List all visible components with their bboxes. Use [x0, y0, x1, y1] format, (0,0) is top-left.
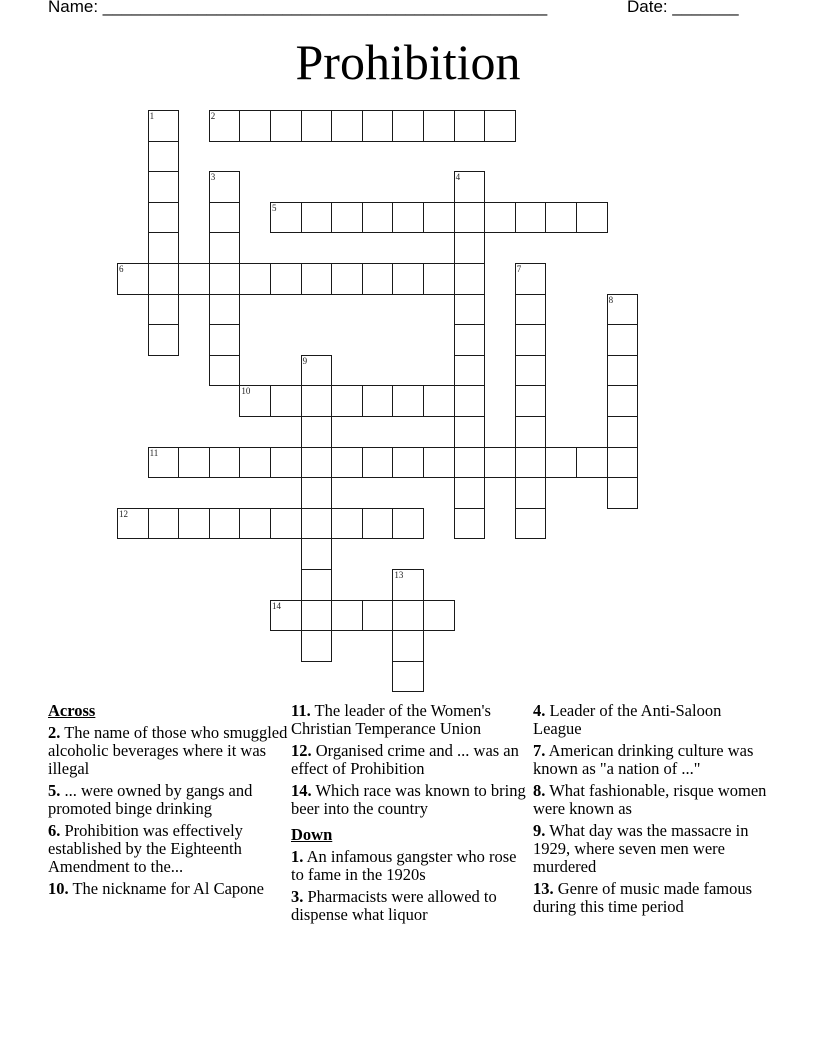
grid-cell[interactable] — [515, 477, 547, 509]
clues-column-3 — [533, 702, 773, 920]
grid-cell[interactable] — [423, 110, 455, 142]
grid-cell[interactable] — [148, 294, 180, 326]
grid-cell[interactable] — [607, 294, 639, 326]
grid-cell[interactable] — [607, 477, 639, 509]
grid-cell[interactable] — [301, 630, 333, 662]
clue-text: Pharmacists were allowed to dispense what liquor — [291, 887, 497, 924]
clue-down-9 — [533, 822, 773, 876]
grid-cell[interactable] — [178, 447, 210, 479]
grid-cell[interactable] — [117, 263, 149, 295]
grid-cell[interactable] — [178, 508, 210, 540]
grid-cell[interactable] — [362, 263, 394, 295]
grid-cell[interactable] — [301, 202, 333, 234]
grid-cell[interactable] — [484, 110, 516, 142]
grid-cell[interactable] — [148, 324, 180, 356]
clue-text: American drinking culture was known as "a nation of ..." — [533, 741, 754, 778]
clue-number: 6. — [48, 821, 61, 840]
grid-cell[interactable] — [239, 385, 271, 417]
grid-cell[interactable] — [607, 385, 639, 417]
grid-cell[interactable] — [392, 385, 424, 417]
clue-across-10 — [48, 880, 288, 898]
clue-down-1 — [291, 848, 531, 884]
grid-cell[interactable] — [331, 447, 363, 479]
clue-across-2 — [48, 724, 288, 778]
grid-cell[interactable] — [515, 202, 547, 234]
cell-number: 2 — [210, 111, 216, 121]
clue-text: The leader of the Women's Christian Temperance Union — [291, 701, 491, 738]
date-field[interactable]: Date: _______ — [627, 0, 739, 16]
grid-cell[interactable] — [331, 202, 363, 234]
grid-cell[interactable] — [209, 355, 241, 387]
grid-cell[interactable] — [148, 232, 180, 264]
grid-cell[interactable] — [545, 447, 577, 479]
cell-number: 10 — [241, 386, 251, 397]
clue-down-3 — [291, 888, 531, 924]
grid-cell[interactable] — [301, 263, 333, 295]
grid-cell[interactable] — [454, 171, 486, 203]
grid-cell[interactable] — [392, 202, 424, 234]
grid-cell[interactable] — [515, 263, 547, 295]
grid-cell[interactable] — [209, 110, 241, 142]
clue-across-6 — [48, 822, 288, 876]
grid-cell[interactable] — [515, 324, 547, 356]
grid-cell[interactable] — [362, 600, 394, 632]
grid-cell[interactable] — [392, 447, 424, 479]
grid-cell[interactable] — [209, 263, 241, 295]
grid-cell[interactable] — [515, 508, 547, 540]
clue-number: 10. — [48, 879, 69, 898]
cell-number: 7 — [516, 264, 522, 274]
clue-text: Leader of the Anti-Saloon League — [533, 701, 722, 738]
grid-cell[interactable] — [423, 202, 455, 234]
clue-number: 5. — [48, 781, 61, 800]
clue-number: 3. — [291, 887, 304, 906]
grid-cell[interactable] — [239, 263, 271, 295]
grid-cell[interactable] — [301, 600, 333, 632]
cell-number: 13 — [394, 570, 404, 580]
clue-across-14 — [291, 782, 531, 818]
grid-cell[interactable] — [331, 600, 363, 632]
grid-cell[interactable] — [576, 447, 608, 479]
clue-number: 14. — [291, 781, 312, 800]
across-heading: Across — [48, 701, 96, 720]
grid-cell[interactable] — [392, 600, 424, 632]
grid-cell[interactable] — [515, 385, 547, 417]
grid-cell[interactable] — [454, 110, 486, 142]
cell-number: 1 — [149, 111, 155, 121]
page-title: Prohibition — [295, 34, 521, 90]
grid-cell[interactable] — [239, 447, 271, 479]
grid-cell[interactable] — [454, 202, 486, 234]
grid-cell[interactable] — [331, 263, 363, 295]
clue-across-12 — [291, 742, 531, 778]
grid-cell[interactable] — [362, 447, 394, 479]
grid-cell[interactable] — [117, 508, 149, 540]
grid-cell[interactable] — [209, 294, 241, 326]
grid-cell[interactable] — [270, 600, 302, 632]
grid-cell[interactable] — [270, 447, 302, 479]
clue-text: What day was the massacre in 1929, where seven men were murdered — [533, 821, 749, 876]
grid-cell[interactable] — [515, 355, 547, 387]
clue-number: 7. — [533, 741, 546, 760]
grid-cell[interactable] — [454, 447, 486, 479]
grid-cell[interactable] — [301, 477, 333, 509]
clue-number: 13. — [533, 879, 554, 898]
clue-number: 2. — [48, 723, 61, 742]
grid-cell[interactable] — [607, 416, 639, 448]
grid-cell[interactable] — [301, 569, 333, 601]
grid-cell[interactable] — [301, 447, 333, 479]
clue-text: The name of those who smuggled alcoholic beverages where it was illegal — [48, 723, 288, 778]
cell-number: 9 — [302, 355, 308, 366]
grid-cell[interactable] — [362, 202, 394, 234]
clues-column-1 — [48, 702, 288, 902]
grid-cell[interactable] — [301, 538, 333, 570]
grid-cell[interactable] — [454, 416, 486, 448]
clue-number: 4. — [533, 701, 546, 720]
grid-cell[interactable] — [148, 202, 180, 234]
clue-across-5 — [48, 782, 288, 818]
grid-cell[interactable] — [423, 600, 455, 632]
grid-cell[interactable] — [331, 385, 363, 417]
grid-cell[interactable] — [607, 355, 639, 387]
grid-cell[interactable] — [148, 508, 180, 540]
grid-cell[interactable] — [392, 508, 424, 540]
clue-number: 9. — [533, 821, 546, 840]
grid-cell[interactable] — [454, 385, 486, 417]
grid-cell[interactable] — [209, 232, 241, 264]
grid-cell[interactable] — [454, 294, 486, 326]
cell-number: 6 — [119, 264, 124, 274]
grid-cell[interactable] — [239, 110, 271, 142]
grid-cell[interactable] — [301, 355, 333, 387]
grid-cell[interactable] — [270, 508, 302, 540]
grid-cell[interactable] — [484, 447, 516, 479]
grid-cell[interactable] — [331, 508, 363, 540]
grid-cell[interactable] — [362, 508, 394, 540]
grid-cell[interactable] — [270, 202, 302, 234]
clue-text: What fashionable, risque women were known as — [533, 781, 767, 818]
clue-number: 8. — [533, 781, 546, 800]
clue-text: Which race was known to bring beer into the country — [291, 781, 526, 818]
clue-text: An infamous gangster who rose to fame in the 1920s — [291, 847, 517, 884]
grid-cell[interactable] — [515, 447, 547, 479]
grid-cell[interactable] — [545, 202, 577, 234]
grid-cell[interactable] — [454, 355, 486, 387]
grid-cell[interactable] — [454, 324, 486, 356]
grid-cell[interactable] — [454, 232, 486, 264]
grid-cell[interactable] — [454, 477, 486, 509]
clue-down-8 — [533, 782, 773, 818]
grid-cell[interactable] — [515, 416, 547, 448]
grid-cell[interactable] — [454, 508, 486, 540]
grid-cell[interactable] — [423, 447, 455, 479]
cell-number: 11 — [149, 447, 159, 458]
grid-cell[interactable] — [331, 110, 363, 142]
grid-cell[interactable] — [607, 324, 639, 356]
grid-cell[interactable] — [607, 447, 639, 479]
grid-cell[interactable] — [148, 447, 180, 479]
clue-number: 11. — [291, 701, 311, 720]
grid-cell[interactable] — [209, 202, 241, 234]
grid-cell[interactable] — [209, 324, 241, 356]
grid-cell[interactable] — [423, 385, 455, 417]
grid-cell[interactable] — [178, 263, 210, 295]
cell-number: 8 — [608, 294, 614, 305]
grid-cell[interactable] — [209, 447, 241, 479]
grid-cell[interactable] — [148, 110, 180, 142]
grid-cell[interactable] — [392, 263, 424, 295]
cell-number: 4 — [455, 172, 461, 183]
down-heading: Down — [291, 825, 333, 844]
grid-cell[interactable] — [239, 508, 271, 540]
cell-number: 3 — [210, 172, 216, 183]
clue-text: Prohibition was effectively established by the Eighteenth Amendment to the... — [48, 821, 243, 876]
name-field[interactable]: Name: _______________________________________________ — [48, 0, 548, 16]
grid-cell[interactable] — [148, 141, 180, 173]
clue-text: The nickname for Al Capone — [72, 879, 264, 898]
grid-cell[interactable] — [484, 202, 516, 234]
grid-cell[interactable] — [301, 508, 333, 540]
grid-cell[interactable] — [423, 263, 455, 295]
clue-number: 1. — [291, 847, 304, 866]
grid-cell[interactable] — [148, 171, 180, 203]
clue-text: Organised crime and ... was an effect of Prohibition — [291, 741, 519, 778]
clue-number: 12. — [291, 741, 312, 760]
grid-cell[interactable] — [270, 385, 302, 417]
clue-text: Genre of music made famous during this time period — [533, 879, 753, 916]
grid-cell[interactable] — [301, 385, 333, 417]
clue-text: ... were owned by gangs and promoted binge drinking — [48, 781, 253, 818]
grid-cell[interactable] — [209, 508, 241, 540]
clue-down-7 — [533, 742, 773, 778]
cell-number: 14 — [272, 600, 281, 611]
grid-cell[interactable] — [392, 569, 424, 601]
grid-cell[interactable] — [454, 263, 486, 295]
cell-number: 12 — [119, 508, 128, 519]
grid-cell[interactable] — [301, 416, 333, 448]
grid-cell[interactable] — [576, 202, 608, 234]
clue-down-4 — [533, 702, 773, 738]
clue-across-11 — [291, 702, 531, 738]
grid-cell[interactable] — [392, 661, 424, 693]
cell-number: 5 — [272, 202, 277, 213]
grid-cell[interactable] — [301, 110, 333, 142]
grid-cell[interactable] — [270, 110, 302, 142]
grid-cell[interactable] — [515, 294, 547, 326]
grid-cell[interactable] — [392, 630, 424, 662]
grid-cell[interactable] — [270, 263, 302, 295]
grid-cell[interactable] — [362, 110, 394, 142]
clue-down-13 — [533, 880, 773, 916]
grid-cell[interactable] — [362, 385, 394, 417]
clues-column-2 — [291, 702, 531, 928]
grid-cell[interactable] — [392, 110, 424, 142]
grid-cell[interactable] — [148, 263, 180, 295]
grid-cell[interactable] — [209, 171, 241, 203]
